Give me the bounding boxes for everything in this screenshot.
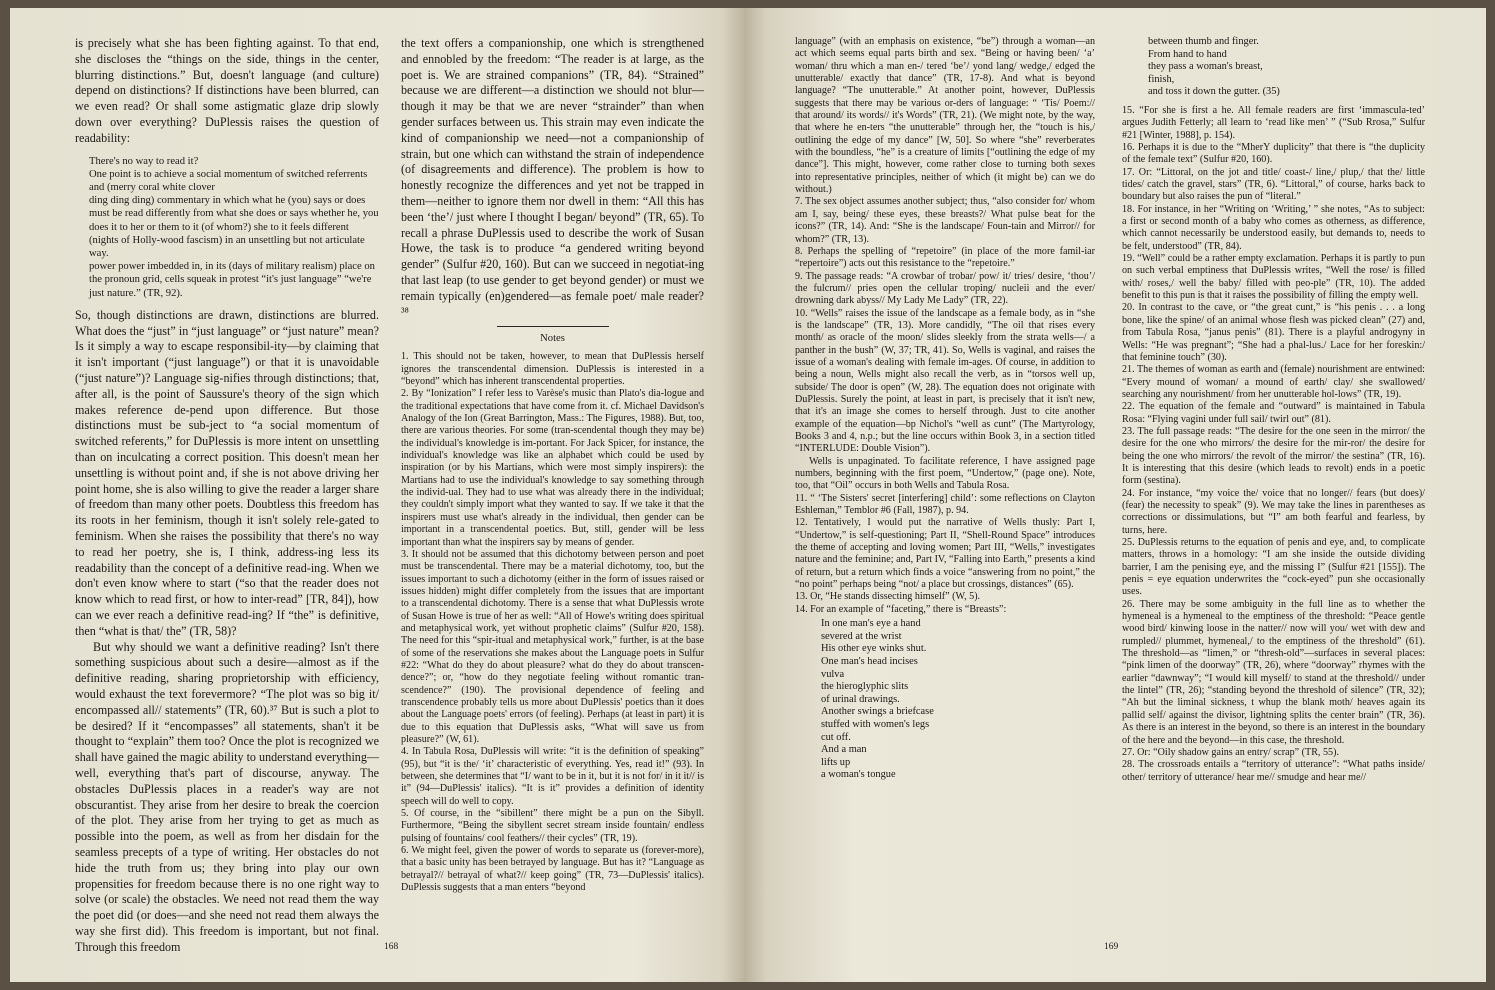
footnote: 8. Perhaps the spelling of “repetoire” (in place of the more famil-iar “repertoire”) acts out this resistance to the “repetoire.”: [795, 245, 1095, 270]
right-page-column-1: [795, 36, 1095, 788]
page-number: 168: [384, 942, 399, 952]
block-quotation: There's no way to read it? One point is to achieve a social momentum of switched referrents and (merry coral white clover ding ding ding) commentary in which what he (you) says or does must be read differently from what she does or says whether he, you does it to her or them to it (of whom?) she to it feels different (nights of Holly-wood fascism) in an unsettling but not articulate way. power power imbedded in, in its (days of military realism) place on the pronoun grid, cells squeak in protest “it's just language” “we're just nature.” (TR, 92).: [89, 155, 379, 299]
footnote: Wells is unpaginated. To facilitate reference, I have assigned page numbers, beginning with the first poem, “Undertow,” (page one). Note, too, that “Oil” occurs in both Wells and Tabula Rosa.: [795, 455, 1095, 492]
footnote: 12. Tentatively, I would put the narrative of Wells thusly: Part I, “Undertow,” is self-questioning; Part II, “Shell-Round Space” introduces the theme of accepting and loving women; Part III, “Wells,” investigates nature and the feminine; and, Part IV, “Falling into Earth,” presents a kind of return, but a return which finds a voice “answering from no point,” the “no point” perhaps being “not/ a place but crossings, distances” (65).: [795, 517, 1095, 591]
poem-quotation: In one man's eye a hand severed at the wrist His other eye winks shut. One man's head incises vulva the hieroglyphic slits of urinal drawings. Another swings a briefcase stuffed with women's legs cut off. And a man lifts up a woman's tongue: [821, 618, 934, 781]
footnote: 1. This should not be taken, however, to mean that DuPlessis herself ignores the transcendental dimension. DuPlessis is interested in a “beyond” which has inherent transcendental properties.: [401, 351, 704, 388]
footnote: 6. We might feel, given the power of words to separate us (forever-more), that a basic unity has been betrayed by language. But has it? “Language as betrayal?// betrayal of what?// keep going” (TR, 73—DuPlessis' italics). DuPlessis suggests that a man enters “beyond: [401, 845, 704, 894]
footnote: 4. In Tabula Rosa, DuPlessis will write: “it is the definition of speaking” (95), but “it is the/ ‘it’ characteristic of everything. Yes, read it!” (93). In between, she determines that “I/ want to be in it, but it is not for/ in it it// is it” (94—DuPlessis' italics). “It is it” provides a definition of identity speech will do well to copy.: [401, 746, 704, 807]
page-number: 169: [1104, 942, 1119, 952]
footnote: 11. “ ‘The Sisters' secret [interfering] child’: some reflections on Clayton Eshleman,” Temblor #6 (Fall, 1987), p. 94.: [795, 492, 1095, 517]
footnote: 5. Of course, in the “sibillent” there might be a pun on the Sibyll. Furthermore, “Being the sibyllent secret stream inside fountain/ endless pulsing of fountains/ cool feathers// their cycles” (TR, 19).: [401, 808, 704, 844]
footnote: 28. The crossroads entails a “territory of utterance”: “What paths inside/ other/ territory of utterance/ hear me// smudge and hear me//: [1122, 759, 1425, 783]
right-page: [744, 8, 1486, 982]
footnote: 17. Or: “Littoral, on the jot and title/ coast-/ line,/ plup,/ that the/ little tides/ catch the gravel, stars” (TR, 6). “Littoral,” of course, harks back to boundary but also raises the pun of “literal.”: [1122, 166, 1425, 203]
footnote: 19. “Well” could be a rather empty exclamation. Perhaps it is partly to pun on such verbal emptiness that DuPlessis writes, “Well the rose/ is filled with/ roses,/ well the baby/ filled with peo-ple” (TR, 10). The added benefit to this pun is that it raises the possibility of filling the empty well.: [1122, 253, 1425, 302]
footnote: 26. There may be some ambiguity in the full line as to whether the hymeneal is a hymeneal to the emptiness of the threshold: “Peace gentle wood bird/ kinwing loose in the natter// now will you/ wet with dew and rumpled// plummet, hymeneal,/ to the emptiness of the threshold” (61). The threshold—as “limen,” or “thresh-old”—surfaces in several places: “pink limen of the doorway” (TR, 26), where “doorway” rhymes with the earlier “dawnway”; “I would kill myself/ to stand at the threshold// under the lintel” (TR, 26); “standing beyond the threshold of silence” (TR, 32); “Ah but the liminal sickness, t whup the blank moth/ heaves again its pallid self/ against the divisor, lightning splits the center brain” (TR, 36). As there is an interest in the beyond, so there is an interest in the boundary of the here and the beyond—in this case, the threshold.: [1122, 598, 1425, 746]
left-page: [10, 8, 744, 982]
notes-heading: Notes: [540, 333, 565, 345]
footnote-continuation: language” (with an emphasis on existence, “be”) through a woman—an act which seems equal parts birth and sex. “Being or having been/ ‘a’ woman/ thru which a man en-/ tered ‘be’/ yond lang/ wedge,/ edged the unutterable/ exactly that dance” (TR, 17-8). And what is beyond language? “The unutterable.” At another point, however, DuPlessis suggests that there may be various or-ders of language: “ ‘Tis/ Poem:// that around/ its words// it's Words” (TR, 21). (We might note, by the way, that where he en-ters “the unutterable” through her, the “touch is his,/ outlining the edge of my dance” [W, 50]. So where “she” reverberates with the boundless, “he” is a creature of limits [“outlining the edge of my dance”]. This might, however, come rather close to turning both sexes into representative principles, neither of which (it might be) can we do without.): [795, 36, 1095, 196]
poem-quotation-continued: between thumb and finger. From hand to hand they pass a woman's breast, finish, and toss it down the gutter. (35): [1148, 36, 1280, 98]
footnote: 13. Or, “He stands dissecting himself” (W, 5).: [795, 591, 981, 603]
body-paragraph: is precisely what she has been fighting against. To that end, she discloses the “things on the side, things in the center, blurring distinctions.” But, doesn't language (and culture) depend on distinctions? If distinctions have been blurred, can we even read? Or shall some astigmatic glaze drip slowly down over everything? DuPlessis raises the question of readability:: [75, 36, 379, 145]
body-paragraph: But why should we want a definitive reading? Isn't there something suspicious about such a desire—almost as if the definitive reading, sharing proprietorship with efficiency, would exhaust the text forevermore? “The plot was so big it/ encompassed all// statements” (TR, 60).³⁷ But is such a plot to be desired? If it “encompasses” all statements, shan't it be thought to “explain” them too? Once the plot is recognized we shall have gained the magic ability to understand everything—well, everything that's part of discourse, anyway. The obstacles DuPlessis places in a reader's way are not obscurantist. They arise from her desire to break the coercion of the plot. They arise from her trying to get as much as possible into the poem, as well as from her disdain for the seamless precepts of a type of writing. Her obstacles do not hide the truth from us; they bring into play our own propensities for freedom because there is no one right way to solve (or scale) the obstacles. We need not read them the way the poet did (or does—and she need not read them always the way she first did). This freedom is important, but not final. Through this freedom: [75, 639, 379, 954]
footnote: 23. The full passage reads: “The desire for the one seen in the mirror/ the desire for the one who mirrors/ the desire for the mir-ror/ the desire for being the one who mirrors/ the revolt of the mirror/ the sestina” (TR, 16). It is interesting that this desire (which leads to revolt) ends in a poetic form (sestina).: [1122, 425, 1425, 487]
footnote: 22. The equation of the female and “outward” is maintained in Tabula Rosa: “Flying vagini under full sail/ twirl out” (81).: [1122, 401, 1425, 425]
left-page-column-2: [401, 36, 704, 894]
notes-divider: [497, 326, 609, 327]
body-paragraph: So, though distinctions are drawn, distinctions are blurred. What does the “just” in “just language” or “just nature” mean? Is it simply a way to escape responsibil-ity—by claiming that it isn't important (“just language”) or that it is unavoidable (“just nature”)? Language sig-nifies through distinctions; that, after all, is the point of Saussure's theory of the sign which makes reference de-pend upon difference. But those distinctions must be sub-ject to “a social momentum of switched referents,” for DuPlessis is more intent on unsettling than on inculcating a correct position. This doesn't mean her unsettling is without point and, if she is not above driving her point home, she is also willing to give the reader a larger share of freedom than many other poets. Doubtless this freedom has its roots in her feminism, though it isn't solely rele-gated to feminism. When she raises the possibility that there's no way to read her poetry, she is, I think, address-ing less its readability than the concept of a definitive read-ing. When we don't even know where to start (“so that the reader does not know which to read first, or how to inter-read” [TR, 84]), how can we ever reach a definitive read-ing? If “the” is definitive, then “what is that/ the” (TR, 58)?: [75, 307, 379, 638]
footnote: 9. The passage reads: “A crowbar of trobar/ pow/ it/ tries/ desire, ‘thou’/ the fulcrum// pries open the cellular troping/ nucleii and the ever/ drowning dark abyss// My Lady Me Lady” (TR, 22).: [795, 270, 1095, 307]
footnote: 25. DuPlessis returns to the equation of penis and eye, and, to complicate matters, throws in a homology: “I am she inside the outside dividing barrier, I am the penising eye, and the missing I” (Sulfur #21 [155]). The penis = eye equation underwrites the “cock-eyed” pun she occasionally uses.: [1122, 537, 1425, 598]
footnote: 14. For an example of “faceting,” there is “Breasts”:: [795, 603, 1007, 615]
footnote: 10. “Wells” raises the issue of the landscape as a female body, as in “she is the landscape” (TR, 13). More candidly, “The oil that rises every month/ as oracle of the moon/ slides sleekly from the strata wells—/ a panther in the bush” (W, 37; TR, 41). So, Wells is vaginal, and raises the issue of a woman's dealing with female im-ages. Of course, in addition to being a noun, Wells might also recall the verb, as in “torsos well up, subside/ The door is open” (W, 28). The equation does not originate with DuPlessis. Surely the point, at least in part, is precisely that it isn't new, that it's an image she comes to herself through. Just to cite another example of the equation—bp Nichol's “well as cunt” (The Martyrology, Books 3 and 4, n.p.; but the line occurs within Book 3, in a section titled “INTERLUDE: Double Vision”).: [795, 307, 1095, 455]
footnote: 27. Or: “Oily shadow gains an entry/ scrap” (TR, 55).: [1122, 746, 1339, 758]
footnote: 15. “For she is first a he. All female readers are first ‘immascula-ted’ argues Judith Fetterly; all learn to ‘read like men’ ” (“Sub Rrosa,” Sulfur #21 [Winter, 1988], p. 154).: [1122, 104, 1425, 141]
footnote: 21. The themes of woman as earth and (female) nourishment are entwined: “Every mound of woman/ a mound of earth/ clay/ she swallowed/ searching any nourishment/ from her unutterable hol-lows” (TR, 19).: [1122, 364, 1425, 400]
footnote: 18. For instance, in her “Writing on ‘Writing,’ ” she notes, “As to subject: a first or second month of a baby who comes as otherness, as difference, which cannot necessarily be understood easily, but demands to, needs to be felt, understood” (TR, 84).: [1122, 203, 1425, 252]
footnote: 3. It should not be assumed that this dichotomy between person and poet must be transcendental. There may be a material dichotomy, too, but the issues important to such a dichotomy (either in the form of issues raised or issues hidden) might differ completely from the issues that are important to a transcendental dichotomy. There is a sense that what DuPlessis wrote of Susan Howe is true of her as well: “All of Howe's writing does spiritual and metaphysical work, yet without prophetic claims” (Sulfur #20, 158). The need for this “spir-itual and metaphysical work,” further, is at the base of some of the reservations she makes about the Language poets in Sulfur #22: “What do they do about pleasure? what do they do about transcen-dence?”; or, “how do they negotiate feeling without romantic tran-scendence?” (190). The provisional dependence of feeling and transcendence probably tells us more about DuPlessis' poetics than it does about the Language poets' errors (of feeling). Perhaps (at least in part) it is due to this equation that DuPlessis asks, “What will save us from pleasure?” (W, 61).: [401, 548, 704, 745]
footnote: 24. For instance, “my voice the/ voice that no longer// fears (but does)/ (fear) the necessity to speak” (9). We may take the lines in parentheses as corrections or dissimulations, but “I” am both fearful and fearless, by turns, here.: [1122, 487, 1425, 536]
body-paragraph: the text offers a companionship, one which is strengthened and ennobled by the freedom: “The reader is at large, as the poet is. We are strained companions” (TR, 84). “Strained” because we are different—a distinction we should not blur—though it may be that we are never “strainder” than when gender surfaces between us. This strain may even indicate the kind of companionship we need—not a companionship of strain, but one which can withstand the strain of independence (of disagreements and difference). The problem is how to honestly recognize the differences and yet not be trapped in them—neither to ignore them nor dwell in them: “All this has been ‘the’/ just where I thought I began/ beyond” (TR, 65). To recall a phrase DuPlessis used to describe the work of Susan Howe, the task is to produce “a gendered writing beyond gender” (Sulfur #20, 160). But can we succeed in negotiat-ing that last leap (to use gender to get beyond gender) or must we remain typically (en)gendered—as female poet/ male reader?³⁸: [401, 36, 704, 319]
footnote: 16. Perhaps it is due to the “MherY duplicity” that there is “the duplicity of the female text” (Sulfur #20, 160).: [1122, 142, 1425, 166]
footnote: 2. By “Ionization” I refer less to Varèse's music than Plato's dia-logue and the traditional expectations that have come from it. cf. Michael Davidson's Analogy of the Ion (Great Barrington, Mass.: The Figures, 1988). But, too, there are various theories. For some (tran-scendental though they may be) the individual's knowledge is im-portant. For Jack Spicer, for instance, the individual's knowledge was like an alphabet which could be used by inspiration (or by his Martians, which were most simply inspirers): the Martians had to use the individual's knowledge to say something through the individ-ual. They had to use what was already there in the individual; they couldn't simply import what they wanted to say. If we take it that the inspirers must use what's already in the individual, then gender can be important in a transcendental poetics. But, still, gender will be less important than what the inspirers say by means of gender.: [401, 388, 704, 548]
right-page-column-2: [1122, 36, 1425, 784]
left-page-column-1: [75, 36, 379, 955]
footnote: 7. The sex object assumes another subject; thus, “also consider for/ whom am I, say, being/ these eyes, these breasts?/ What pulse beat for the icons?” (TR, 14). And: “She is the landscape/ Foun-tain and Mirror// for whom?” (TR, 13).: [795, 196, 1095, 245]
footnote: 20. In contrast to the cave, or “the great cunt,” is “his penis . . . a long bone, like the spine/ of an animal whose flesh was picked clean” (27) and, from Tabula Rosa, “janus penis” (81). There is a playful androgyny in Wells: “He was pregnant”; “She had a phal-lus./ Lace for her foreskin:/ that feminine touch” (30).: [1122, 302, 1425, 363]
